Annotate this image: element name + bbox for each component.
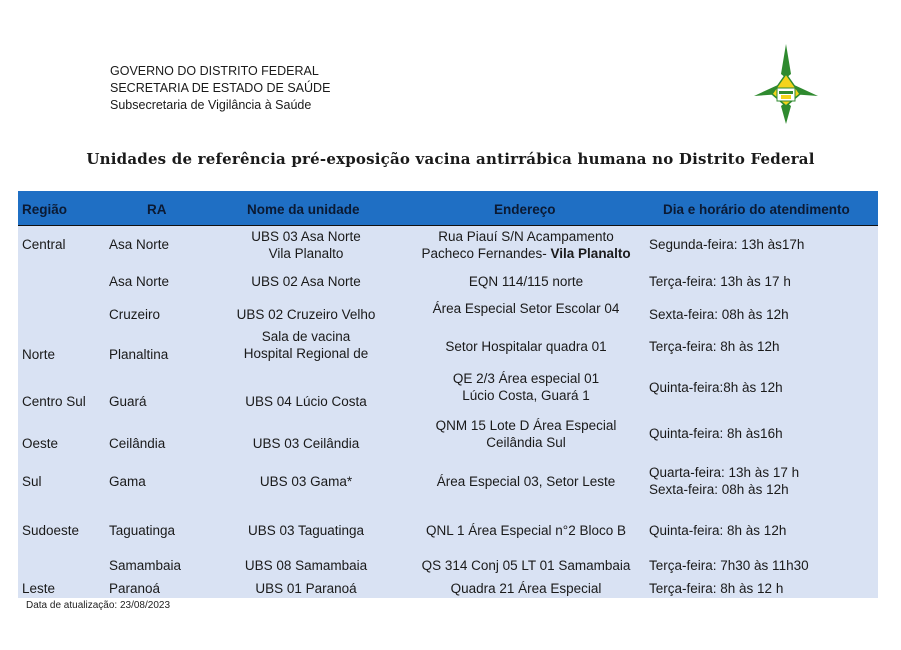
cell-horario: Segunda-feira: 13h às17h — [649, 237, 805, 252]
header-line-governo: GOVERNO DO DISTRITO FEDERAL — [110, 64, 319, 78]
cell-ra: Gama — [109, 474, 146, 489]
update-date-note: Data de atualização: 23/08/2023 — [26, 600, 170, 611]
cell-regiao: Sudoeste — [22, 523, 80, 538]
cell-horario: Terça-feira: 8h às 12 h — [649, 581, 784, 596]
cell-regiao: Leste — [22, 581, 56, 596]
cell-horario: Sexta-feira: 08h às 12h — [649, 307, 789, 322]
gdf-coat-of-arms-icon — [752, 44, 820, 124]
cell-line: Ceilândia Sul — [486, 435, 566, 450]
cell-line: QE 2/3 Área especial 01 — [452, 371, 600, 386]
header-unidade: Nome da unidade — [247, 202, 360, 217]
cell-line — [396, 245, 656, 262]
cell-line: Sala de vacina — [261, 329, 351, 344]
cell-line: Quarta-feira: 13h às 17 h — [649, 465, 800, 480]
cell-ra: Samambaia — [109, 558, 182, 573]
cell-horario: Terça-feira: 8h às 12h — [649, 339, 780, 354]
cell-horario: Quinta-feira:8h às 12h — [649, 380, 783, 395]
cell-line: QNM 15 Lote D Área Especial — [435, 418, 617, 433]
cell-line: UBS 03 Asa Norte — [251, 229, 361, 244]
cell-endereco: Quadra 21 Área Especial — [450, 581, 602, 596]
cell-endereco: Área Especial Setor Escolar 04 — [432, 301, 620, 316]
cell-ra: Ceilândia — [109, 436, 166, 451]
cell-regiao: Sul — [22, 474, 42, 489]
cell-unidade: UBS 03 Gama* — [259, 474, 353, 489]
header-line-subsecretaria: Subsecretaria de Vigilância à Saúde — [110, 98, 312, 112]
cell-text-bold: Vila Planalto — [550, 246, 631, 261]
cell-regiao: Centro Sul — [22, 394, 86, 409]
document-title: Unidades de referência pré-exposição vacina antirrábica humana no Distrito Federal — [86, 150, 815, 168]
cell-unidade: UBS 02 Asa Norte — [251, 274, 361, 289]
table-header-row — [18, 191, 878, 226]
cell-regiao: Oeste — [22, 436, 59, 451]
cell-horario: Quinta-feira: 8h às16h — [649, 426, 783, 441]
cell-unidade: UBS 04 Lúcio Costa — [245, 394, 367, 409]
header-line-secretaria: SECRETARIA DE ESTADO DE SAÚDE — [110, 81, 331, 95]
cell-line: Hospital Regional de — [243, 346, 369, 361]
cell-endereco: Área Especial 03, Setor Leste — [436, 474, 616, 489]
cell-unidade: UBS 01 Paranoá — [255, 581, 357, 596]
cell-unidade: UBS 08 Samambaia — [244, 558, 368, 573]
cell-horario — [649, 464, 799, 498]
cell-ra: Cruzeiro — [109, 307, 161, 322]
government-header — [110, 63, 330, 114]
cell-endereco — [396, 228, 656, 262]
cell-unidade — [226, 328, 386, 362]
cell-endereco: EQN 114/115 norte — [468, 274, 584, 289]
cell-ra: Asa Norte — [109, 237, 170, 252]
cell-line: Sexta-feira: 08h às 12h — [649, 482, 789, 497]
cell-ra: Guará — [109, 394, 147, 409]
cell-text: Pacheco Fernandes- — [421, 246, 547, 261]
cell-line: Rua Piauí S/N Acampamento — [438, 229, 614, 244]
header-regiao: Região — [22, 202, 68, 217]
cell-endereco — [396, 370, 656, 404]
header-horario: Dia e horário do atendimento — [663, 202, 850, 217]
cell-horario: Terça-feira: 13h às 17 h — [649, 274, 791, 289]
cell-ra: Planaltina — [109, 347, 169, 362]
cell-line: Vila Planalto — [268, 246, 344, 261]
cell-endereco: Setor Hospitalar quadra 01 — [445, 339, 607, 354]
cell-endereco — [396, 417, 656, 451]
cell-ra: Paranoá — [109, 581, 161, 596]
cell-regiao: Central — [22, 237, 66, 252]
cell-unidade: UBS 03 Ceilândia — [252, 436, 360, 451]
cell-horario: Terça-feira: 7h30 às 11h30 — [649, 558, 809, 573]
cell-unidade: UBS 02 Cruzeiro Velho — [236, 307, 376, 322]
cell-line: Lúcio Costa, Guará 1 — [462, 388, 590, 403]
cell-unidade — [226, 228, 386, 262]
cell-ra: Asa Norte — [109, 274, 170, 289]
header-endereco: Endereço — [494, 202, 556, 217]
reference-units-table — [18, 191, 878, 598]
cell-horario: Quinta-feira: 8h às 12h — [649, 523, 787, 538]
cell-regiao: Norte — [22, 347, 56, 362]
cell-endereco: QS 314 Conj 05 LT 01 Samambaia — [421, 558, 631, 573]
cell-ra: Taguatinga — [109, 523, 176, 538]
cell-endereco: QNL 1 Área Especial n°2 Bloco B — [425, 523, 626, 538]
cell-unidade: UBS 03 Taguatinga — [247, 523, 365, 538]
header-ra: RA — [147, 202, 167, 217]
